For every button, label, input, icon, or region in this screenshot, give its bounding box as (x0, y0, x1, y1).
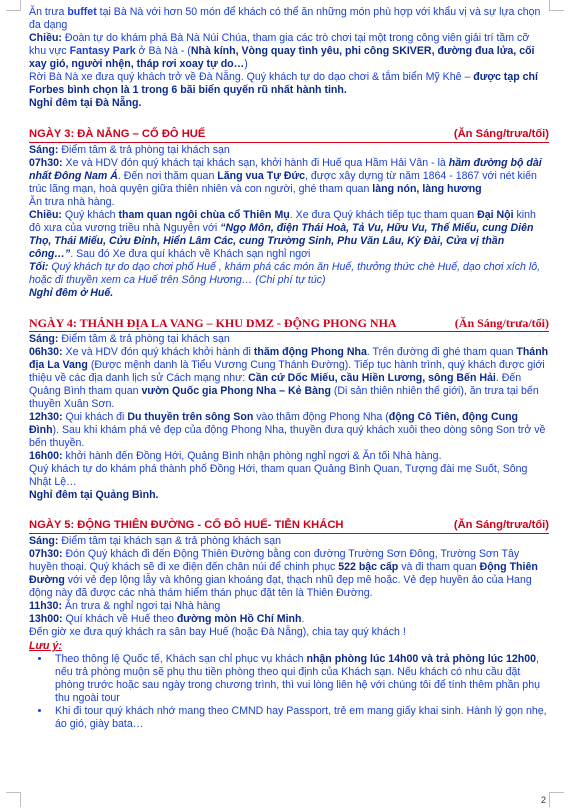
day5-meals: (Ăn Sáng/trưa/tối) (453, 519, 549, 531)
notes-section (29, 640, 549, 731)
day5-farewell: Đến giờ xe đưa quý khách ra sân bay Huế (hoặc Đà Nẵng), chia tay quý khách ! (29, 626, 406, 638)
day4-header (29, 316, 549, 332)
itinerary-content (29, 6, 549, 731)
notes-list (29, 653, 549, 731)
day3-overnight: Nghỉ đêm ở Huế. (29, 287, 114, 299)
day2-continuation (29, 6, 549, 110)
day3-evening: Tối: Quý khách tự do dạo chơi phố Huế , khám phá các món ăn Huế, thưởng thức chè Huế, dạo chơi xích lô, hoặc đi thuyền xem ca Huế trên Sông Hương… (Chi phí tự túc) (29, 261, 541, 286)
day3-meals: (Ăn Sáng/trưa/tối) (453, 128, 549, 140)
day3-0730: 07h30: Xe và HDV đón quý khách tại khách sạn, khởi hành đi Huế qua Hầm Hải Vân - là hầm đường bộ dài nhất Đông Nam Á. Đến nơi thăm quan Lăng vua Tự Đức, được xây dựng từ năm 1864 - 1867 với nét kiến trúc lãng mạn, hoà quyện giữa thiên nhiên và con người, ghé tham quan làng nón, làng hương (29, 157, 542, 195)
day4-1230: 12h30: Qui khách đi Du thuyền trên sông Son vào thăm động Phong Nha (động Cô Tiên, động Cung Đình). Sau khi khám phá vẻ đẹp của động Phong Nha, thuyền đưa quý khách xuôi theo dòng sông Son trở về bến thuyền. (29, 411, 546, 449)
day5-0730: 07h30: Đón Quý khách đi đến Động Thiên Đường bằng con đường Trường Sơn Đông, Trường Sơn Tây huyền thoại. Quý khách sẽ đi xe điện đến chân núi để chinh phục 522 bậc cấp và đi tham quan Động Thiên Đường với vẻ đẹp lộng lẫy và không gian khoáng đạt, thạch nhũ đẹp mê hoặc. Vẻ đẹp huyền ảo của Hang động này đã được các nhà thám hiểm thán phục đặt tên là Thiên Đường. (29, 548, 538, 599)
day3-title: NGÀY 3: ĐÀ NẴNG – CỐ ĐÔ HUẾ (29, 128, 206, 140)
crop-mark-bottom-right (549, 792, 564, 807)
day5-morning: Sáng: Điểm tâm tại khách sạn & trả phòng khách sạn (29, 535, 282, 547)
notes-title: Lưu ý: (29, 640, 62, 652)
crop-mark-top-right (549, 0, 564, 11)
day3-lunch: Ăn trưa nhà hàng. (29, 196, 115, 208)
note-item-documents: • Khi đi tour quý khách nhớ mang theo CMND hay Passport, trẻ em mang giấy khai sinh. Hành lý gọn nhẹ, áo gió, giày bata… (51, 705, 549, 731)
day5-title: NGÀY 5: ĐỘNG THIÊN ĐƯỜNG - CỐ ĐÔ HUẾ- TIỄN KHÁCH (29, 519, 344, 531)
day5-section (29, 518, 549, 639)
afternoon-paragraph: Chiều: Đoàn tự do khám phá Bà Nà Núi Chúa, tham gia các trò chơi tại một trong công viên giải trí tầm cỡ khu vực Fantasy Park ở Bà Nà - (Nhà kính, Vòng quay tình yêu, phi công SKIVER, đường đua lửa, cối xay gió, người nhện, tháp rơi xoay tự do…) (29, 32, 535, 70)
crop-mark-top-left (6, 0, 21, 11)
day3-section (29, 127, 549, 300)
day5-1130: 11h30: Ăn trưa & nghỉ ngơi tại Nhà hàng (29, 600, 221, 612)
day3-header (29, 127, 549, 143)
day5-1300: 13h00: Quí khách về Huế theo đường mòn Hồ Chí Minh. (29, 613, 305, 625)
day3-afternoon: Chiều: Quý khách tham quan ngôi chùa cổ Thiên Mụ. Xe đưa Quý khách tiếp tục tham quan Đại Nội kinh đô xưa của vương triều nhà Nguyễn với “Ngọ Môn, điện Thái Hoà, Tả Vu, Hữu Vu, Thế Miếu, cung Diên Thọ, Thái Miếu, Cửu Đỉnh, Hiển Lâm Các, cung Trường Sinh, Phu Văn Lâu, Kỳ Đài, Cửa vị thần công…”. Sau đó Xe đưa quí khách về Khách sạn nghỉ ngơi (29, 209, 536, 260)
day4-morning: Sáng: Điểm tâm & trả phòng tại khách sạn (29, 333, 230, 345)
crop-mark-bottom-left (6, 792, 21, 807)
day4-1600: 16h00: khởi hành đến Đồng Hới, Quảng Bình nhận phòng nghỉ ngơi & Ăn tối Nhà hàng. (29, 450, 442, 462)
day3-morning: Sáng: Điểm tâm & trả phòng tại khách sạn (29, 144, 230, 156)
day4-overnight: Nghỉ đêm tại Quảng Bình. (29, 489, 159, 501)
day4-meals: (Ăn Sáng/trưa/tối) (454, 316, 549, 330)
day5-header (29, 518, 549, 534)
note-item-checkin: • Theo thông lệ Quốc tế, Khách sạn chỉ phục vụ khách nhận phòng lúc 14h00 và trả phòng lúc 12h00, nếu trả phòng muộn sẽ phụ thu tiền phòng theo qui định của Khách sạn. Nếu khách có nhu cầu đặt phòng trước hoặc sau ngày trong chương trình, thì vui lòng liên hệ với chúng tôi để tính thêm phần phụ thu ngoài tour (51, 653, 549, 705)
day4-0630: 06h30: Xe và HDV đón quý khách khởi hành đi thăm động Phong Nha. Trên đường đi ghé tham quan Thánh địa La Vang (Được mệnh danh là Tiểu Vương Cung Thánh Đường). Tiếp tục hành trình, quý khách được giới thiệu về các địa danh lịch sử Cách mạng như: Cần cứ Dốc Miếu, cầu Hiền Lương, sông Bến Hải. Đến Quảng Bình tham quan vườn Quốc gia Phong Nha – Kẻ Bàng (Di sản thiên nhiên thế giới), ăn trưa tại bến thuyền Xuân Sơn. (29, 346, 549, 410)
day4-title: NGÀY 4: THÁNH ĐỊA LA VANG – KHU DMZ - ĐỘNG PHONG NHA (29, 316, 397, 330)
day4-free-time: Quý khách tự do khám phá thành phố Đồng Hới, tham quan Quảng Bình Quan, Tượng đài mẹ Suốt, Sông Nhật Lệ… (29, 463, 528, 488)
lunch-paragraph: Ăn trưa buffet tại Bà Nà với hơn 50 món để khách có thể ăn những món phù hợp với khẩu vị và sự lựa chọn đa dạng (29, 6, 541, 31)
day4-section (29, 316, 549, 502)
overnight-line: Nghỉ đêm tại Đà Nẵng. (29, 97, 142, 109)
return-paragraph: Rời Bà Nà xe đưa quý khách trở về Đà Nẵng. Quý khách tự do dạo chơi & tắm biển Mỹ Khê – được tạp chí Forbes bình chọn là 1 trong 6 bãi biển quyến rũ nhất hành tinh. (29, 71, 538, 96)
page-number: 2 (540, 795, 546, 805)
